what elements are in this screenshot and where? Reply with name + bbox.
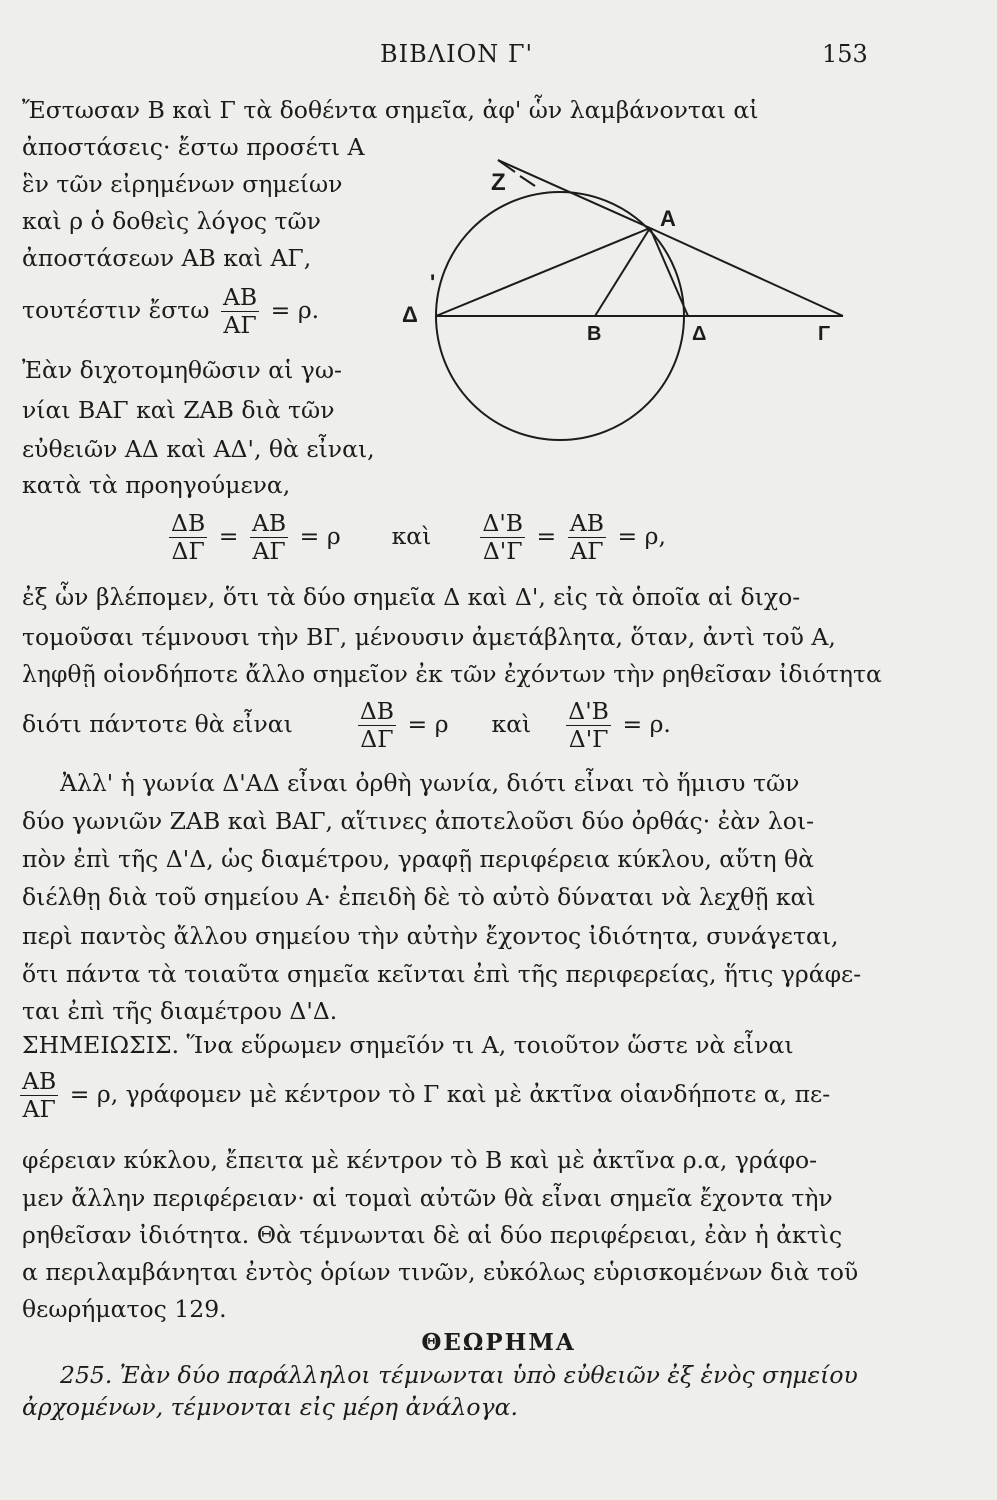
l23-den: ΑΓ	[22, 1095, 56, 1124]
text-line-23	[16, 1068, 830, 1123]
eq1-f1-den: ΔΓ	[171, 537, 205, 566]
text-line-14	[22, 698, 671, 753]
eq1-equals-c: =	[536, 522, 557, 551]
eq1-fraction-1	[169, 510, 207, 565]
arrow-stroke-1	[498, 160, 515, 172]
eq1-f4-num: ΑΒ	[569, 509, 604, 537]
text-line-20: ὅτι πάντα τὰ τοιαῦτα σημεῖα κεῖνται ἐπὶ τῆς περιφερείας, ἥτις γράφε-	[22, 960, 862, 988]
fraction-denominator: ΑΓ	[223, 311, 257, 340]
figure-lines	[436, 160, 843, 440]
eq1-equals-d: = ρ,	[617, 522, 666, 551]
text-line-16: δύο γωνιῶν ΖΑΒ καὶ ΒΑΓ, αἵτινες ἀποτελοῦσι δύο ὀρθάς· ἐὰν λοι-	[22, 807, 815, 835]
l23-text: = ρ, γράφομεν μὲ κέντρον τὸ Γ καὶ μὲ ἀκτῖνα οἱανδήποτε α, πε-	[69, 1080, 831, 1109]
l14-fraction-1	[358, 698, 396, 753]
text-line-4: καὶ ρ ὁ δοθεὶς λόγος τῶν	[22, 207, 321, 235]
eq1-f4-den: ΑΓ	[570, 537, 604, 566]
l14-f1-den: ΔΓ	[360, 725, 394, 754]
text-line-26: ρηθεῖσαν ἰδιότητα. Θὰ τέμνωνται δὲ αἱ δύο περιφέρειαι, ἐὰν ἡ ἀκτὶς	[22, 1221, 843, 1249]
text-line-3: ἓν τῶν εἰρημένων σημείων	[22, 170, 343, 198]
eq1-fraction-3	[480, 510, 525, 565]
label-a: Α	[660, 206, 676, 231]
l14-equals-2: = ρ.	[622, 710, 671, 739]
line-14-prefix: διότι πάντοτε θὰ εἶναι	[22, 710, 293, 739]
line-6-suffix: = ρ.	[270, 296, 320, 325]
text-line-17: πὸν ἐπὶ τῆς Δ'Δ, ὡς διαμέτρου, γραφῇ περιφέρεια κύκλου, αὕτη θὰ	[22, 845, 815, 873]
text-line-15: Ἀλλ' ἡ γωνία Δ'ΑΔ εἶναι ὀρθὴ γωνία, διότι εἶναι τὸ ἥμισυ τῶν	[60, 769, 800, 797]
text-line-1: Ἔστωσαν Β καὶ Γ τὰ δοθέντα σημεῖα, ἀφ' ὧν λαμβάνονται αἱ	[22, 96, 759, 124]
line-a-gamma	[650, 228, 843, 316]
text-line-24: φέρειαν κύκλου, ἔπειτα μὲ κέντρον τὸ Β καὶ μὲ ἀκτῖνα ρ.α, γράφο-	[22, 1146, 818, 1174]
text-line-12: τομοῦσαι τέμνουσι τὴν ΒΓ, μένουσιν ἀμετάβλητα, ὅταν, ἀντὶ τοῦ Α,	[22, 623, 836, 651]
label-delta-left: Δ	[402, 302, 418, 327]
text-line-22: ΣΗΜΕΙΩΣΙΣ. Ἵνα εὕρωμεν σημεῖόν τι Α, τοιοῦτον ὥστε νὰ εἶναι	[22, 1031, 794, 1059]
line-a-delta	[650, 228, 688, 316]
text-line-9: εὐθειῶν ΑΔ καὶ ΑΔ', θὰ εἶναι,	[22, 435, 375, 463]
fraction-ab-ag	[221, 284, 259, 339]
label-gamma: Γ	[818, 323, 831, 345]
text-line-8: νίαι ΒΑΓ καὶ ΖΑΒ διὰ τῶν	[22, 396, 335, 424]
circle	[436, 192, 684, 440]
line-6-prefix: τουτέστιν ἔστω	[22, 296, 210, 325]
l14-kai: καὶ	[491, 710, 532, 739]
eq1-equals-b: = ρ	[299, 522, 341, 551]
l14-f2-den: Δ'Γ	[568, 725, 609, 754]
eq1-fraction-2	[250, 510, 288, 565]
line-delta-left-a	[436, 228, 650, 316]
text-line-27: α περιλαμβάνηται ἐντὸς ὁρίων τινῶν, εὐκόλως εὑρισκομένων διὰ τοῦ	[22, 1258, 859, 1286]
label-b: Β	[587, 323, 602, 345]
running-header: ΒΙΒΛΙΟΝ Γ'	[380, 40, 534, 68]
eq1-fraction-4	[568, 510, 606, 565]
eq1-f2-num: ΑΒ	[251, 509, 287, 537]
text-line-10: κατὰ τὰ προηγούμενα,	[22, 471, 291, 499]
eq1-equals-a: =	[218, 522, 239, 551]
line-a-b	[595, 228, 650, 316]
text-line-19: περὶ παντὸς ἄλλου σημείου τὴν αὐτὴν ἔχοντος ἰδιότητα, συνάγεται,	[22, 922, 839, 950]
text-line-28: θεωρήματος 129.	[22, 1295, 227, 1323]
text-line-5: ἀποστάσεων ΑΒ καὶ ΑΓ,	[22, 244, 312, 272]
theorem-heading: ΘΕΩΡΗΜΑ	[421, 1329, 576, 1356]
label-z: Ζ	[491, 169, 506, 196]
l14-f2-num: Δ'Β	[568, 697, 609, 725]
fraction-numerator: ΑΒ	[222, 283, 258, 311]
eq1-kai: καὶ	[391, 522, 432, 551]
text-line-7: Ἐὰν διχοτομηθῶσιν αἱ γω-	[22, 356, 342, 384]
text-line-11: ἐξ ὧν βλέπομεν, ὅτι τὰ δύο σημεῖα Δ καὶ Δ', εἰς τὰ ὁποῖα αἱ διχο-	[22, 583, 801, 611]
equation-1	[165, 510, 666, 565]
text-line-30: ἀρχομένων, τέμνονται εἰς μέρη ἀνάλογα.	[22, 1393, 518, 1421]
l14-equals-1: = ρ	[407, 710, 449, 739]
l23-fraction	[20, 1068, 58, 1123]
page-number: 153	[822, 40, 868, 68]
text-line-13: ληφθῇ οἱονδήποτε ἄλλο σημεῖον ἐκ τῶν ἐχόντων τὴν ρηθεῖσαν ἰδιότητα	[22, 660, 882, 688]
l14-f1-num: ΔΒ	[359, 697, 395, 725]
text-line-18: διέλθῃ διὰ τοῦ σημείου Α· ἐπειδὴ δὲ τὸ αὐτὸ δύναται νὰ λεχθῇ καὶ	[22, 883, 816, 911]
eq1-f2-den: ΑΓ	[252, 537, 286, 566]
text-line-29: 255. Ἐὰν δύο παράλληλοι τέμνωνται ὑπὸ εὐθειῶν ἐξ ἑνὸς σημείου	[60, 1361, 858, 1389]
line-z-a	[498, 160, 650, 228]
label-prime: '	[430, 270, 436, 295]
text-line-25: μεν ἄλλην περιφέρειαν· αἱ τομαὶ αὐτῶν θὰ εἶναι σημεῖα ἔχοντα τὴν	[22, 1184, 833, 1212]
eq1-f3-num: Δ'Β	[482, 509, 524, 537]
text-line-6	[22, 284, 319, 339]
l14-fraction-2	[566, 698, 611, 753]
text-line-21: ται ἐπὶ τῆς διαμέτρου Δ'Δ.	[22, 997, 338, 1025]
eq1-f1-num: ΔΒ	[171, 509, 206, 537]
arrow-stroke-2	[520, 176, 535, 186]
eq1-f3-den: Δ'Γ	[482, 537, 523, 566]
text-line-2: ἀποστάσεις· ἔστω προσέτι Α	[22, 133, 365, 161]
l23-num: ΑΒ	[22, 1067, 57, 1095]
label-delta-right: Δ	[692, 323, 707, 345]
